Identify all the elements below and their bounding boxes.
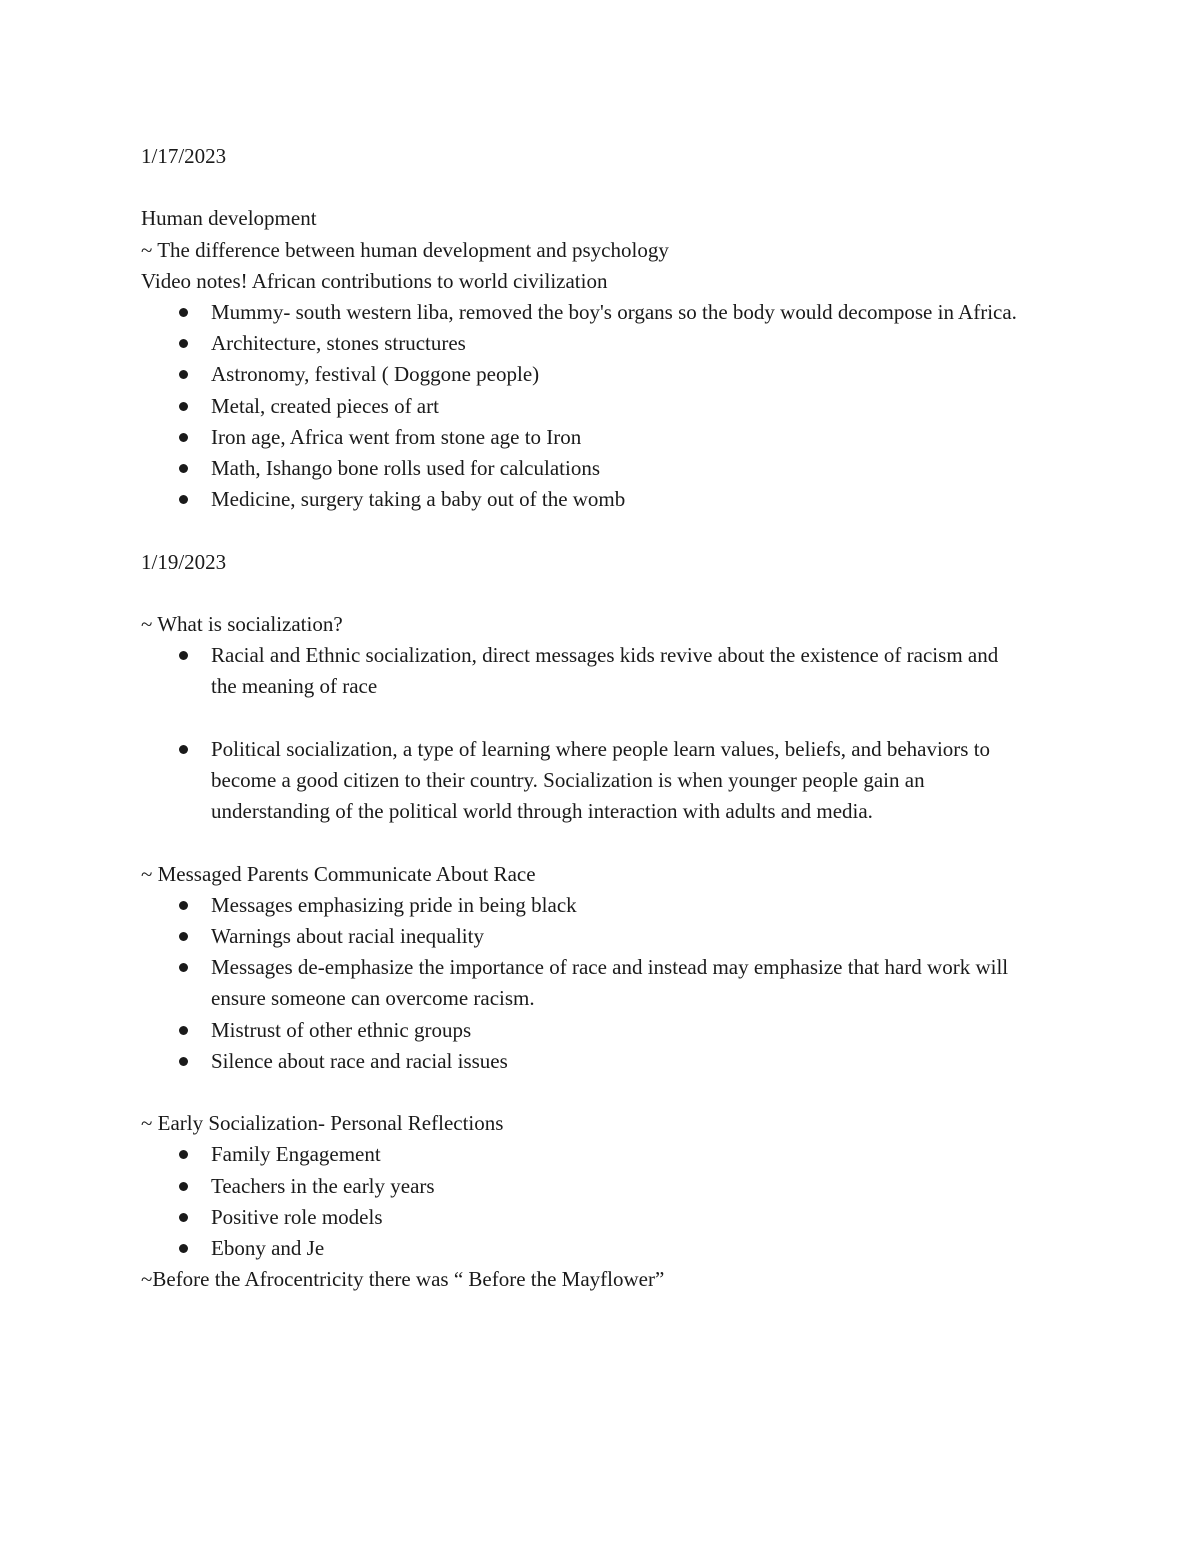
list-item: [211, 1139, 1061, 1170]
bullet-icon: [179, 745, 188, 754]
list-item-text: Family Engagement: [211, 1142, 381, 1167]
date-heading: 1/19/2023: [141, 549, 227, 574]
bullet-icon: [179, 651, 188, 660]
bullet-icon: [179, 1213, 188, 1222]
list-item-text: Mistrust of other ethnic groups: [211, 1017, 472, 1042]
bullet-icon: [179, 1057, 188, 1066]
list-item: [211, 297, 1061, 328]
list-item-text: Metal, created pieces of art: [211, 393, 439, 418]
list-item: [211, 453, 1061, 484]
blank-line: [141, 1077, 1061, 1108]
list-item: [211, 391, 1061, 422]
list-item: [211, 484, 1061, 515]
messages-list: [141, 890, 1061, 1077]
list-item-text: Silence about race and racial issues: [211, 1048, 508, 1073]
notes-body: [141, 141, 1061, 1295]
list-item: [211, 1233, 1061, 1264]
bullet-icon: [179, 963, 188, 972]
notes-title: Human development: [141, 206, 317, 231]
bullet-icon: [179, 433, 188, 442]
bullet-icon: [179, 1150, 188, 1159]
list-item-text: Mummy- south western liba, removed the boy's organs so the body would decompose in Africa.: [211, 300, 1017, 324]
blank-line: [141, 827, 1061, 858]
list-item-text: Teachers in the early years: [211, 1173, 435, 1198]
list-item-text: Medicine, surgery taking a baby out of the womb: [211, 487, 626, 512]
blank-line: [211, 703, 1061, 734]
list-item: [211, 921, 1061, 952]
blank-line: [141, 172, 1061, 203]
bullet-icon: [179, 370, 188, 379]
contributions-list: [141, 297, 1061, 515]
closing-line: ~Before the Afrocentricity there was “ Before the Mayflower”: [141, 1267, 665, 1292]
list-item: [211, 952, 1061, 1014]
list-item: [211, 1202, 1061, 1233]
list-item: [211, 890, 1061, 921]
list-item-text: Racial and Ethnic socialization, direct messages kids revive about the existence of racism and the meaning of race: [211, 643, 999, 699]
list-item-text: Messages emphasizing pride in being black: [211, 892, 577, 917]
list-item: [211, 422, 1061, 453]
bullet-icon: [179, 932, 188, 941]
list-item: [211, 328, 1061, 359]
section-heading: ~ What is socialization?: [141, 612, 343, 636]
bullet-icon: [179, 1026, 188, 1035]
list-item-text: Positive role models: [211, 1204, 383, 1229]
list-item-text: Warnings about racial inequality: [211, 924, 484, 948]
bullet-icon: [179, 464, 188, 473]
list-item-text: Political socialization, a type of learning where people learn values, beliefs, and behaviors to become a good citizen to their country. Socialization is when younger people gain an understanding of the political world through interaction with adults and media.: [211, 736, 991, 824]
video-notes-line: Video notes! African contributions to world civilization: [141, 268, 608, 293]
list-item-text: Messages de-emphasize the importance of race and instead may emphasize that hard work will ensure someone can overcome racism.: [211, 955, 1009, 1011]
bullet-icon: [179, 308, 188, 317]
bullet-icon: [179, 1182, 188, 1191]
list-item: [211, 734, 1061, 828]
bullet-icon: [179, 495, 188, 504]
list-item: [211, 1046, 1061, 1077]
list-item-text: Math, Ishango bone rolls used for calculations: [211, 456, 600, 481]
early-socialization-list: [141, 1139, 1061, 1264]
blank-line: [141, 578, 1061, 609]
list-item: [211, 1171, 1061, 1202]
topic-line: ~ The difference between human development and psychology: [141, 237, 669, 262]
section-heading: ~ Early Socialization- Personal Reflections: [141, 1111, 504, 1136]
list-item: [211, 359, 1061, 390]
bullet-icon: [179, 1244, 188, 1253]
list-item-text: Architecture, stones structures: [211, 331, 466, 356]
list-item-text: Astronomy, festival ( Doggone people): [211, 362, 540, 387]
list-item: [211, 640, 1061, 702]
list-item-text: Iron age, Africa went from stone age to Iron: [211, 424, 582, 449]
blank-line: [141, 515, 1061, 546]
socialization-list: [141, 640, 1061, 827]
list-item: [211, 1015, 1061, 1046]
bullet-icon: [179, 402, 188, 411]
section-heading: ~ Messaged Parents Communicate About Race: [141, 861, 536, 886]
list-item-text: Ebony and Je: [211, 1236, 325, 1261]
bullet-icon: [179, 901, 188, 910]
date-heading: 1/17/2023: [141, 144, 227, 168]
bullet-icon: [179, 339, 188, 348]
